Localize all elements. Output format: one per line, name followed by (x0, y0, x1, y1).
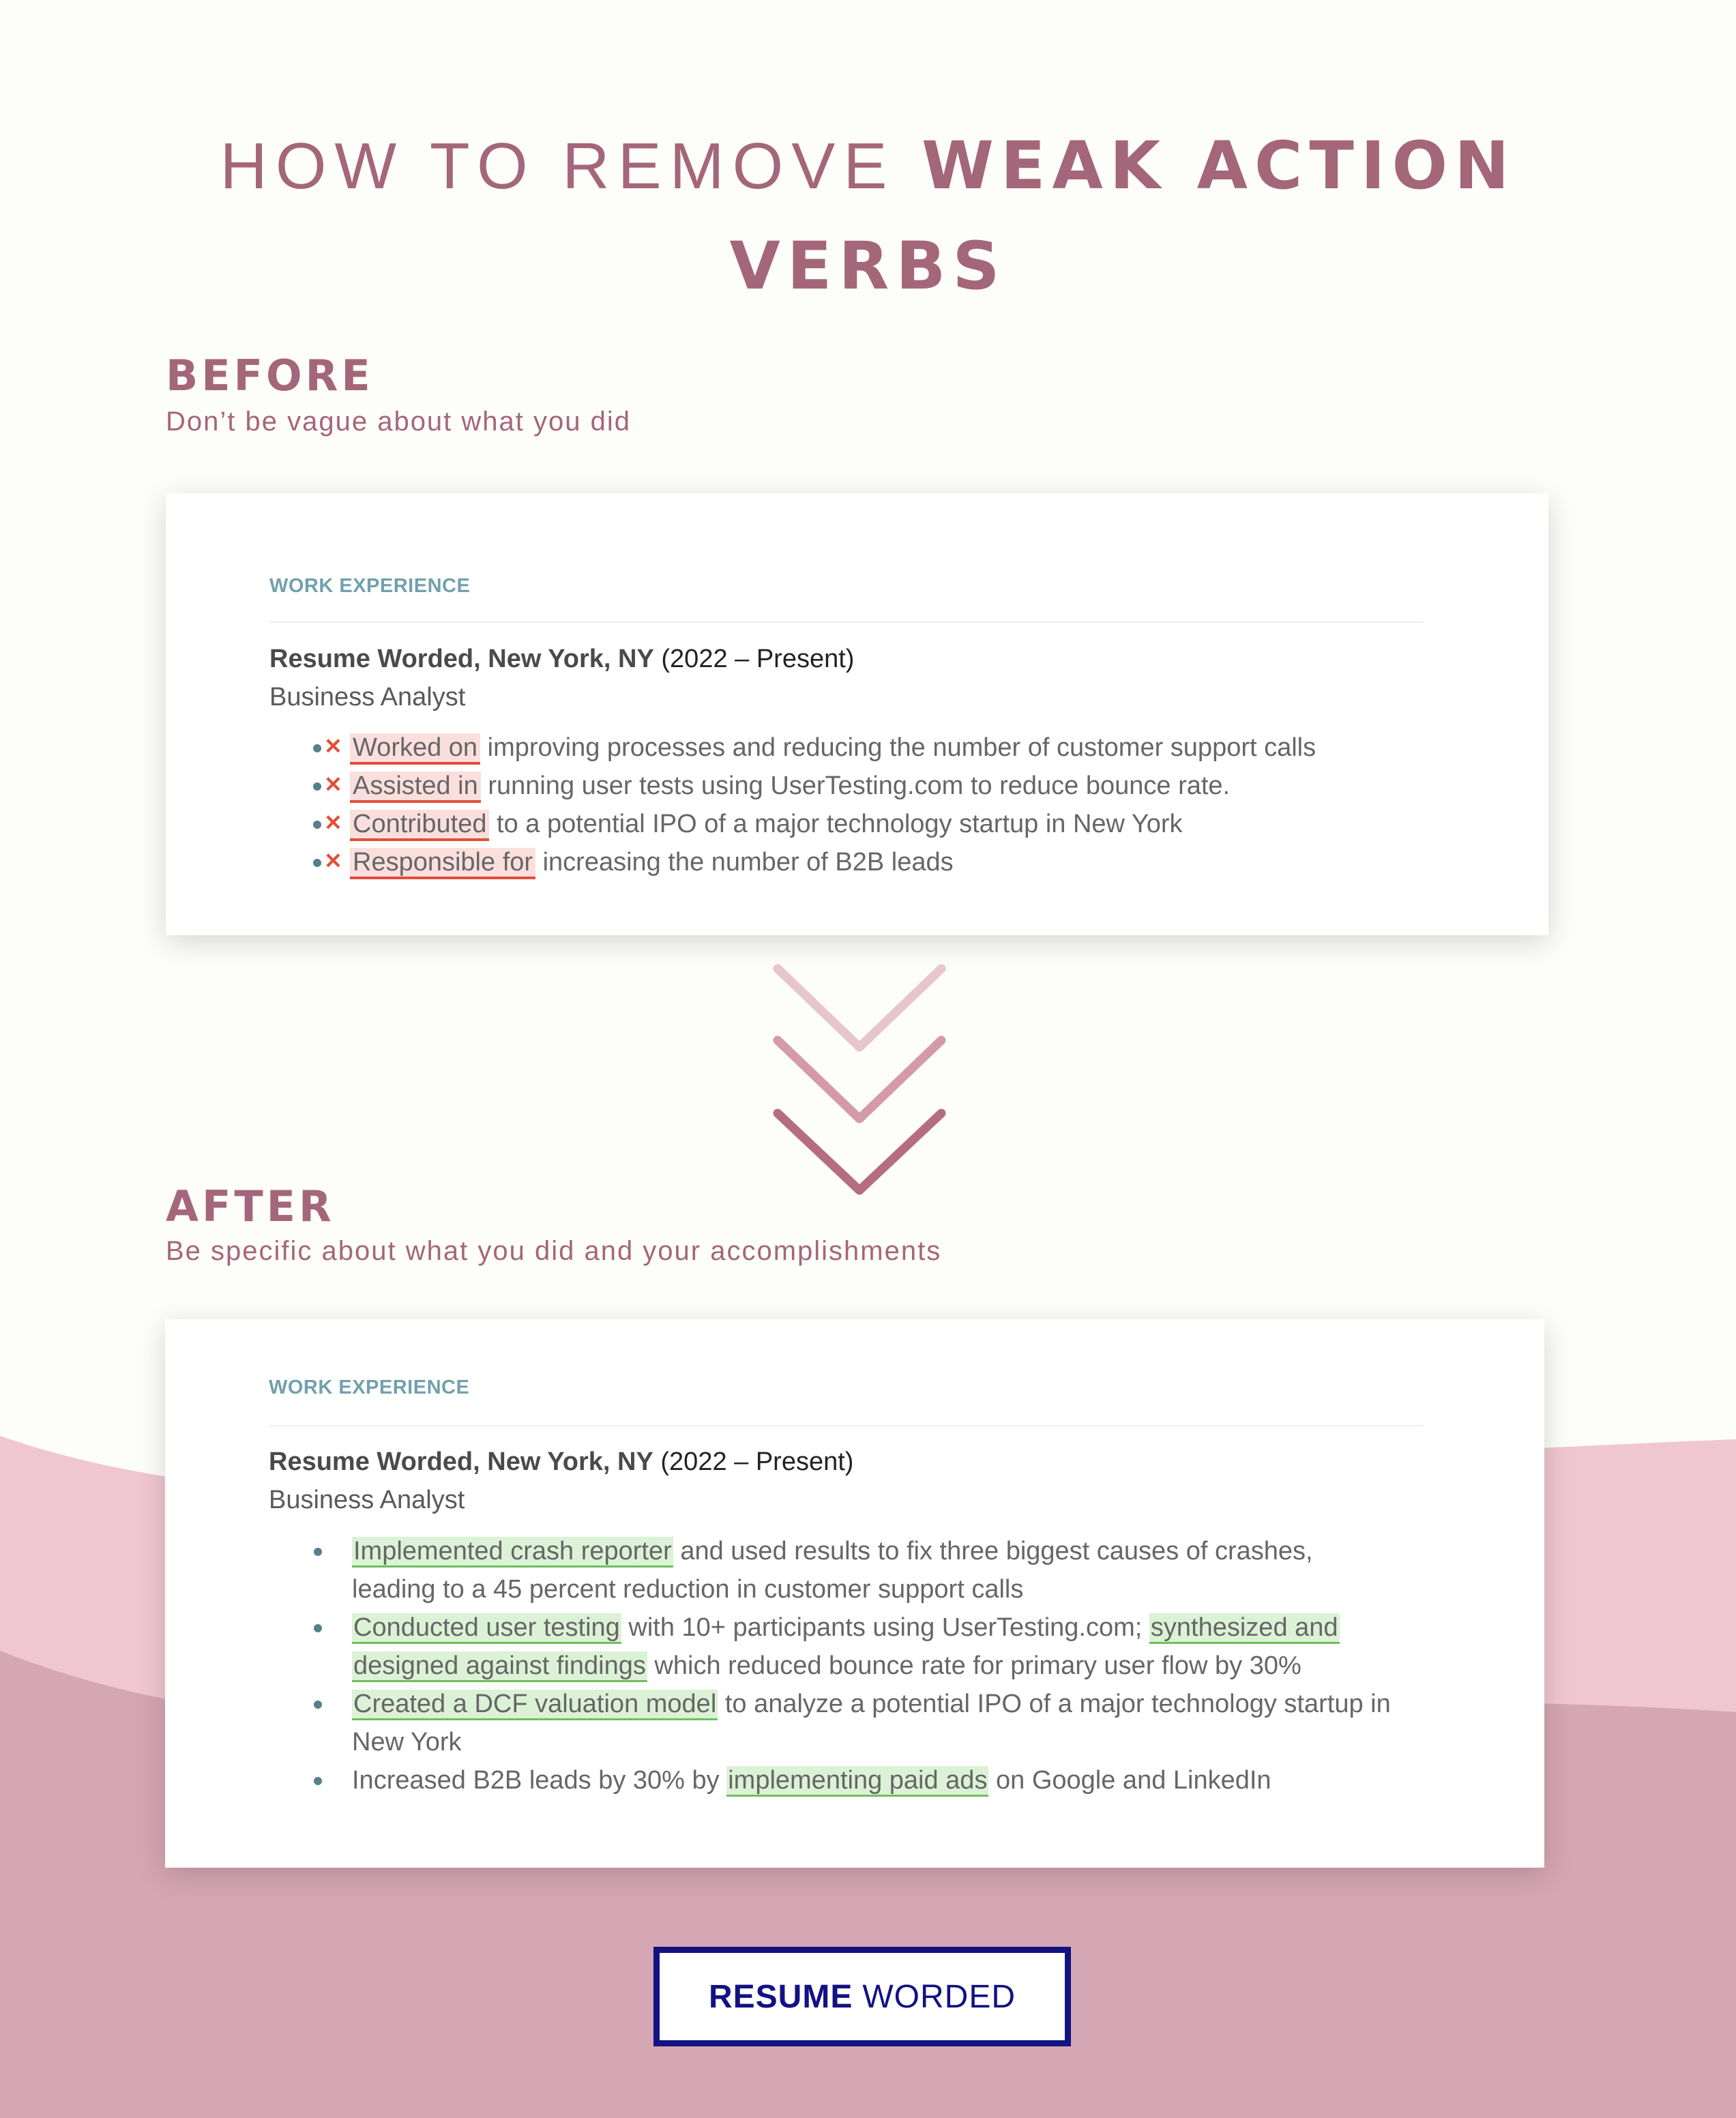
bullet-dot (314, 1624, 322, 1632)
strong-verb-highlight: Conducted user testing (352, 1613, 621, 1644)
bullet-dot (314, 1777, 322, 1785)
strong-verb-highlight: Created a DCF valuation model (352, 1690, 718, 1720)
bullet-text: to a potential IPO of a major technology startup in New York (497, 810, 1183, 838)
cross-icon: ✕ (324, 849, 342, 873)
bullet-dot (314, 1701, 322, 1709)
job-role: Business Analyst (269, 683, 466, 711)
after-heading: AFTER (166, 1181, 335, 1231)
company-name: Resume Worded, New York, NY (269, 645, 654, 673)
list-item (165, 1685, 1461, 1761)
cross-icon: ✕ (324, 772, 342, 797)
bullet-dot (313, 782, 321, 791)
bullet-text: running user tests using UserTesting.com to reduce bounce rate. (488, 771, 1231, 800)
strong-verb-highlight: synthesized and (1149, 1613, 1340, 1644)
chevron-light (778, 969, 941, 1047)
weak-verb-highlight: Assisted in (350, 771, 481, 803)
before-card (166, 493, 1548, 935)
bullet-text: to analyze a potential IPO of a major technology startup in (718, 1690, 1391, 1718)
bullet-text: on Google and LinkedIn (988, 1766, 1271, 1795)
list-item (166, 843, 1316, 881)
job-company-line (269, 645, 854, 674)
logo-regular-text: WORDED (862, 1978, 1016, 2015)
chevron-mid (778, 1040, 941, 1119)
cross-icon: ✕ (324, 734, 342, 759)
list-item (165, 1761, 1461, 1799)
after-card (165, 1319, 1544, 1868)
bullet-dot (313, 859, 321, 867)
bullet-text-continued: New York (352, 1728, 462, 1756)
job-role: Business Analyst (269, 1486, 465, 1514)
page-title (0, 116, 1736, 316)
bullet-text: Increased B2B leads by 30% by (352, 1766, 727, 1795)
logo-bold-text: RESUME (708, 1978, 853, 2015)
section-label-work-experience: WORK EXPERIENCE (269, 575, 471, 597)
job-dates: (2022 – Present) (661, 645, 855, 673)
job-dates: (2022 – Present) (660, 1447, 854, 1476)
section-label-work-experience: WORK EXPERIENCE (269, 1377, 470, 1398)
list-item (166, 805, 1316, 843)
chevron-down-icon (750, 955, 986, 1207)
strong-verb-highlight: designed against findings (352, 1651, 647, 1682)
bullet-text: increasing the number of B2B leads (542, 848, 954, 877)
title-emphasis-1: WEAK ACTION (922, 128, 1516, 204)
section-divider (269, 621, 1424, 623)
list-item (166, 767, 1316, 805)
weak-verb-highlight: Responsible for (350, 848, 535, 879)
weak-verb-highlight: Worked on (350, 733, 480, 765)
after-bullet-list (165, 1532, 1461, 1799)
title-prefix: HOW TO REMOVE (220, 130, 922, 203)
before-bullet-list (166, 729, 1316, 881)
bullet-dot (313, 821, 321, 829)
bullet-text-continued: leading to a 45 percent reduction in customer support calls (352, 1575, 1024, 1604)
bullet-text: improving processes and reducing the number of customer support calls (487, 733, 1316, 762)
bullet-dot (314, 1548, 322, 1556)
weak-verb-highlight: Contributed (350, 810, 489, 841)
chevron-dark (778, 1113, 941, 1190)
strong-verb-highlight: implementing paid ads (726, 1766, 988, 1797)
list-item (166, 729, 1316, 767)
list-item (165, 1532, 1461, 1608)
bullet-text: which reduced bounce rate for primary user flow by 30% (647, 1651, 1301, 1680)
before-heading: BEFORE (166, 351, 374, 400)
job-company-line (269, 1447, 853, 1477)
title-emphasis-2: VERBS (729, 228, 1007, 304)
before-subheading: Don’t be vague about what you did (166, 407, 631, 437)
bullet-dot (313, 744, 321, 752)
strong-verb-highlight: Implemented crash reporter (352, 1537, 673, 1568)
bullet-text: and used results to fix three biggest causes of crashes, (673, 1537, 1313, 1565)
after-subheading: Be specific about what you did and your accomplishments (166, 1236, 942, 1266)
bullet-text: with 10+ participants using UserTesting.com; (621, 1613, 1149, 1642)
section-divider (269, 1425, 1423, 1426)
company-name: Resume Worded, New York, NY (269, 1447, 653, 1476)
list-item (165, 1608, 1461, 1685)
cross-icon: ✕ (324, 810, 342, 835)
resume-worded-logo[interactable] (653, 1947, 1071, 2046)
